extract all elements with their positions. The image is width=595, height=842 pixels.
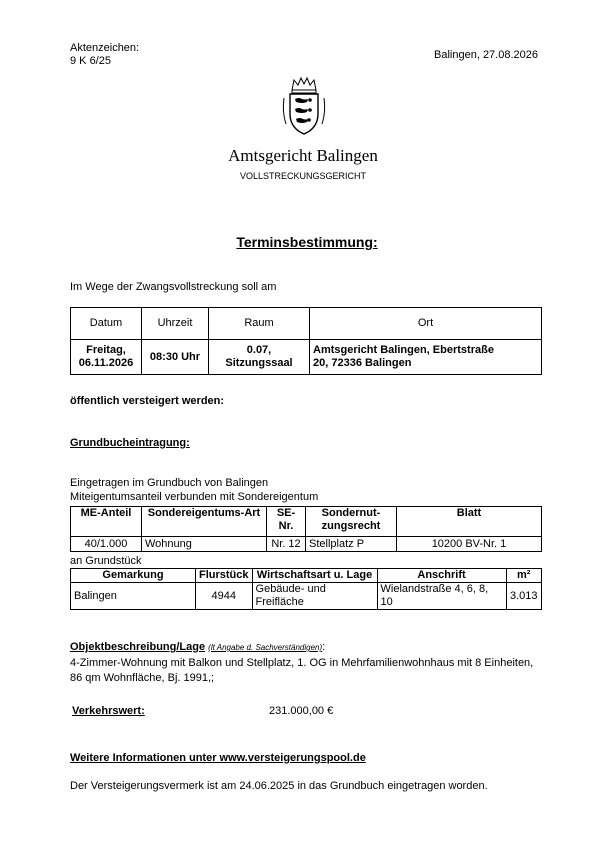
appointment-table: [70, 307, 542, 375]
coat-of-arms-icon: [281, 76, 327, 136]
ownership-header-special-line1: Sondernut-: [321, 507, 381, 519]
ownership-type: Wohnung: [142, 537, 267, 552]
ownership-header-special: [306, 507, 397, 537]
appointment-header-time: Uhrzeit: [142, 308, 209, 340]
ownership-header-special-line2: zungsrecht: [321, 520, 381, 532]
ownership-header-row: [71, 507, 542, 537]
place-date: Balingen, 27.08.2026: [434, 49, 538, 61]
plot-table: [70, 568, 542, 610]
ownership-header-se: SE-Nr.: [267, 507, 306, 537]
appointment-place-line1: Amtsgericht Balingen, Ebertstraße: [313, 344, 494, 356]
appointment-header-row: [71, 308, 542, 340]
appointment-place: [310, 340, 542, 375]
appointment-date-value: 06.11.2026: [78, 357, 134, 369]
court-division: VOLLSTRECKUNGSGERICHT: [239, 171, 367, 181]
plot-header-usage: Wirtschaftsart u. Lage: [252, 569, 377, 583]
object-heading-note: (lt Angabe d. Sachverständigen): [208, 643, 323, 652]
plot-header-address: Anschrift: [377, 569, 506, 583]
ownership-share: 40/1.000: [71, 537, 142, 552]
ownership-header-share: ME-Anteil: [71, 507, 142, 537]
ownership-table: [70, 506, 542, 552]
ownership-se: Nr. 12: [267, 537, 306, 552]
plot-header-row: [71, 569, 542, 583]
appointment-weekday: Freitag,: [86, 344, 126, 356]
plot-row: [71, 583, 542, 610]
appointment-time: 08:30 Uhr: [142, 340, 209, 375]
object-heading: Objektbeschreibung/Lage: [70, 641, 206, 653]
appointment-room: 0.07, Sitzungssaal: [209, 340, 310, 375]
footer-note: Der Versteigerungsvermerk ist am 24.06.2025 in das Grundbuch eingetragen worden.: [70, 780, 488, 792]
plot-usage: Gebäude- und Freifläche: [252, 583, 377, 610]
appointment-header-place: Ort: [310, 308, 542, 340]
object-heading-line: [70, 641, 325, 653]
appointment-date: [71, 340, 142, 375]
appointment-place-line2: 20, 72336 Balingen: [313, 357, 412, 369]
market-value-label: Verkehrswert:: [72, 705, 145, 717]
object-description-line2: 86 qm Wohnfläche, Bj. 1991,;: [70, 672, 215, 684]
ownership-sheet: 10200 BV-Nr. 1: [397, 537, 542, 552]
plot-district: Balingen: [71, 583, 196, 610]
appointment-header-room: Raum: [209, 308, 310, 340]
plot-header-parcel: Flurstück: [196, 569, 253, 583]
ownership-special: Stellplatz P: [306, 537, 397, 552]
land-register-line1: Eingetragen im Grundbuch von Balingen: [70, 477, 269, 489]
object-heading-suffix: :: [322, 641, 326, 653]
plot-area: 3.013: [506, 583, 541, 610]
plot-header-district: Gemarkung: [71, 569, 196, 583]
court-name: Amtsgericht Balingen: [228, 146, 378, 165]
more-info-text: Weitere Informationen unter www.versteigerungspool.de: [70, 752, 366, 764]
land-register-line2: Miteigentumsanteil verbunden mit Sondereigentum: [70, 491, 319, 503]
on-plot-label: an Grundstück: [70, 555, 142, 567]
ownership-header-type: Sondereigentums-Art: [142, 507, 267, 537]
object-description-line1: 4-Zimmer-Wohnung mit Balkon und Stellplatz, 1. OG in Mehrfamilienwohnhaus mit 8 Einheiten,: [70, 657, 534, 669]
file-reference-label: Aktenzeichen:: [70, 42, 140, 54]
intro-text: Im Wege der Zwangsvollstreckung soll am: [70, 281, 277, 293]
ownership-header-sheet: Blatt: [397, 507, 542, 537]
plot-parcel: 4944: [196, 583, 253, 610]
auction-text: öffentlich versteigert werden:: [70, 395, 225, 407]
document-title: Terminsbestimmung:: [236, 234, 378, 250]
file-reference: [70, 42, 139, 68]
appointment-header-date: Datum: [71, 308, 142, 340]
ownership-row: [71, 537, 542, 552]
plot-header-area: m²: [506, 569, 541, 583]
plot-address: Wielandstraße 4, 6, 8, 10: [377, 583, 506, 610]
appointment-row: [71, 340, 542, 375]
file-reference-number: 9 K 6/25: [70, 55, 111, 67]
market-value: 231.000,00 €: [269, 705, 334, 717]
land-register-heading: Grundbucheintragung:: [70, 437, 190, 449]
